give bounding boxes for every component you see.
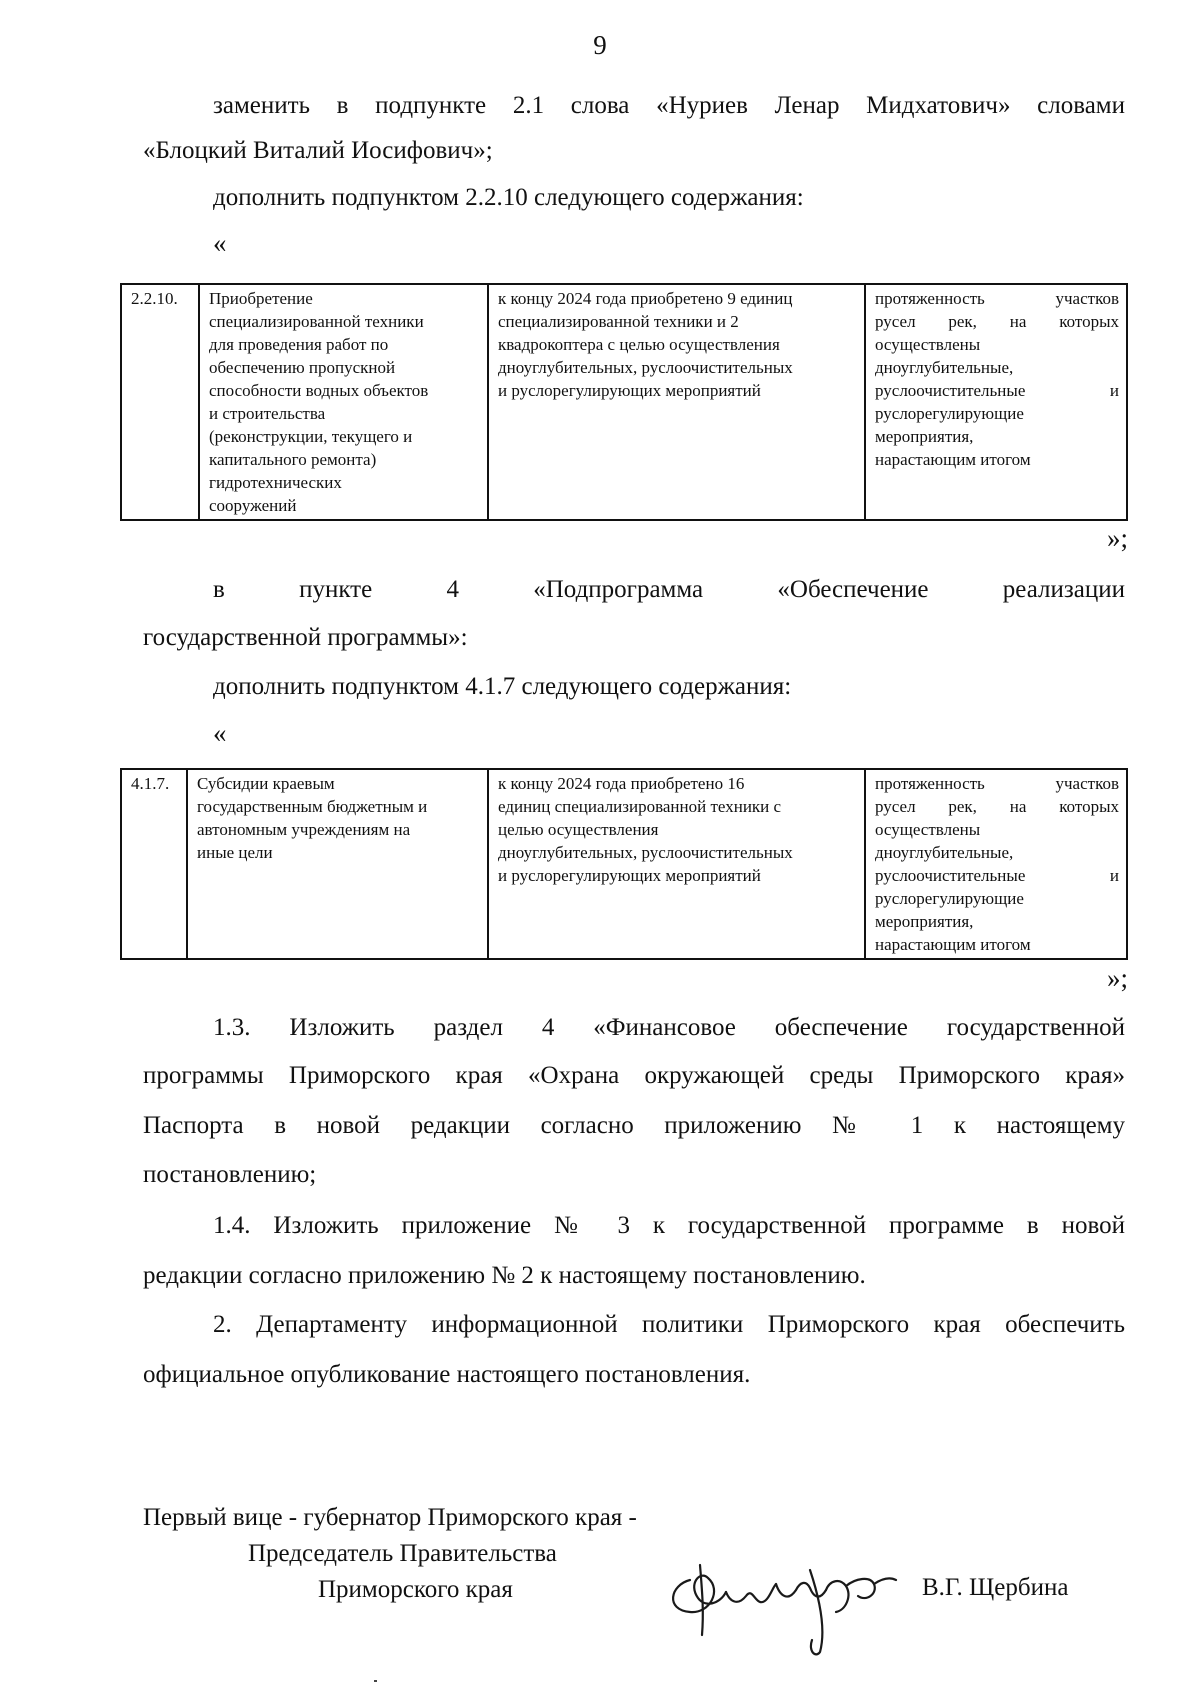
table1-indicator-cell	[865, 284, 1127, 520]
paragraph-1-3-line1: 1.3. Изложить раздел 4 «Финансовое обеспечение государственной	[213, 1014, 1125, 1041]
table1-event-line: (реконструкции, текущего и	[209, 427, 413, 446]
paragraph-replace-line1: заменить в подпункте 2.1 слова «Нуриев Ленар Мидхатович» словами	[213, 92, 1125, 119]
paragraph-point-4-line1: в пункте 4 «Подпрограмма «Обеспечение реализации	[213, 576, 1125, 603]
table2-event-line: государственным бюджетным и	[197, 797, 428, 816]
table2-result-line: к концу 2024 года приобретено 16	[498, 774, 745, 793]
table1-result-line: квадрокоптера с целью осуществления	[498, 335, 780, 354]
table-subpoint-2-2-10	[120, 283, 1128, 521]
table1-number	[121, 284, 199, 520]
table2-indicator-line: мероприятия,	[875, 912, 974, 931]
table2-indicator-line: осуществлены	[875, 820, 981, 839]
quote-open-2: «	[213, 718, 227, 748]
table-row	[121, 769, 1127, 959]
table2-result-line: дноуглубительных, руслоочистительных	[498, 843, 793, 862]
table-subpoint-4-1-7	[120, 768, 1128, 960]
table1-event-cell	[199, 284, 488, 520]
table1-event-line: сооружений	[209, 496, 297, 515]
table1-indicator-line: осуществлены	[875, 335, 981, 354]
table1-result-line: и руслорегулирующих мероприятий	[498, 381, 761, 400]
signatory-title-line2: Председатель Правительства	[248, 1540, 557, 1567]
table1-indicator-line: дноуглубительные,	[875, 358, 1014, 377]
paragraph-2-line1: 2. Департаменту информационной политики Приморского края обеспечить	[213, 1311, 1125, 1338]
table1-event-line: гидротехнических	[209, 473, 342, 492]
table1-event-line: для проведения работ по	[209, 335, 389, 354]
table2-indicator-line: русел рек, на которых	[875, 797, 1119, 816]
table2-event-line: Субсидии краевым	[197, 774, 335, 793]
table1-result-line: дноуглубительных, руслоочистительных	[498, 358, 793, 377]
paragraph-1-3-line3: Паспорта в новой редакции согласно приложению № 1 к настоящему	[143, 1112, 1125, 1139]
table1-indicator-line: русел рек, на которых	[875, 312, 1119, 331]
table1-event-line: специализированной техники	[209, 312, 424, 331]
paragraph-replace-line2: «Блоцкий Виталий Иосифович»;	[143, 137, 493, 164]
table2-indicator-cell	[865, 769, 1127, 959]
quote-open-1: «	[213, 228, 227, 258]
table1-indicator-line: нарастающим итогом	[875, 450, 1031, 469]
paragraph-1-4-line1: 1.4. Изложить приложение № 3 к государственной программе в новой	[213, 1212, 1125, 1239]
table2-indicator-line: протяженность участков	[875, 774, 1119, 793]
signature-icon	[660, 1540, 920, 1660]
table2-indicator-line: руслорегулирующие	[875, 889, 1024, 908]
table2-indicator-line: дноуглубительные,	[875, 843, 1014, 862]
table2-event-cell	[187, 769, 488, 959]
table2-number-text: 4.1.7.	[131, 774, 170, 793]
table2-indicator-line: нарастающим итогом	[875, 935, 1031, 954]
paragraph-1-3-line4: постановлению;	[143, 1161, 317, 1188]
table1-indicator-line: руслоочистительные и	[875, 381, 1119, 400]
scan-dot	[374, 1680, 377, 1682]
paragraph-1-3-line2: программы Приморского края «Охрана окружающей среды Приморского края»	[143, 1062, 1125, 1089]
table1-indicator-line: руслорегулирующие	[875, 404, 1024, 423]
paragraph-1-4-line2: редакции согласно приложению № 2 к настоящему постановлению.	[143, 1262, 866, 1289]
signatory-title-line1: Первый вице - губернатор Приморского края -	[143, 1504, 637, 1531]
table2-indicator-line: руслоочистительные и	[875, 866, 1119, 885]
table1-event-line: обеспечению пропускной	[209, 358, 396, 377]
table1-event-line: Приобретение	[209, 289, 313, 308]
paragraph-add-2-2-10: дополнить подпунктом 2.2.10 следующего содержания:	[213, 184, 804, 211]
table2-result-line: единиц специализированной техники с	[498, 797, 782, 816]
signatory-name: В.Г. Щербина	[922, 1574, 1069, 1601]
paragraph-add-4-1-7: дополнить подпунктом 4.1.7 следующего содержания:	[213, 673, 792, 700]
table2-result-cell	[488, 769, 865, 959]
table1-result-cell	[488, 284, 865, 520]
table1-indicator-line: протяженность участков	[875, 289, 1119, 308]
table1-indicator-line: мероприятия,	[875, 427, 974, 446]
quote-close-2: »;	[1106, 963, 1128, 993]
paragraph-2-line2: официальное опубликование настоящего постановления.	[143, 1361, 751, 1388]
signatory-title-line3: Приморского края	[318, 1576, 513, 1603]
table2-event-line: автономным учреждениям на	[197, 820, 411, 839]
quote-close-1: »;	[1106, 523, 1128, 553]
table1-event-line: и строительства	[209, 404, 326, 423]
table2-event-line: иные цели	[197, 843, 273, 862]
table-row	[121, 284, 1127, 520]
page-number: 9	[593, 30, 607, 60]
table1-event-line: способности водных объектов	[209, 381, 429, 400]
table1-number-text: 2.2.10.	[131, 289, 178, 308]
handwritten-signature	[660, 1540, 920, 1660]
paragraph-point-4-line2: государственной программы»:	[143, 624, 468, 651]
table1-event-line: капитального ремонта)	[209, 450, 377, 469]
table2-number	[121, 769, 187, 959]
table1-result-line: к концу 2024 года приобретено 9 единиц	[498, 289, 793, 308]
table2-result-line: и руслорегулирующих мероприятий	[498, 866, 761, 885]
table2-result-line: целью осуществления	[498, 820, 659, 839]
table1-result-line: специализированной техники и 2	[498, 312, 739, 331]
